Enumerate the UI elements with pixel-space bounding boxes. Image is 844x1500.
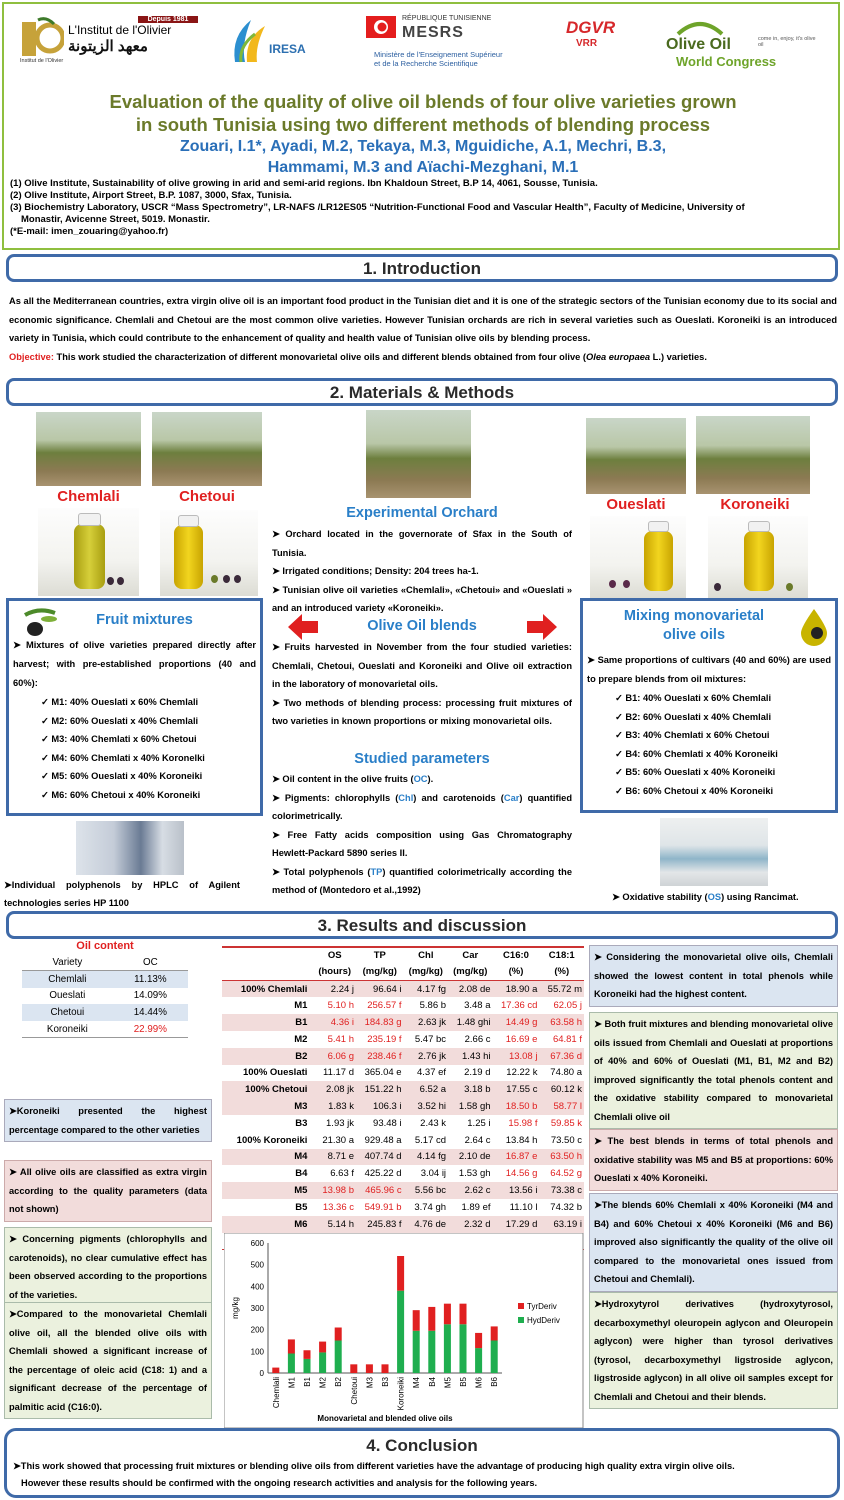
bar-tyrderiv-b6 [491, 1326, 498, 1340]
conclusion-heading: 4. Conclusion [366, 1436, 478, 1455]
hplc-photo [76, 821, 184, 875]
y-tick-label: 400 [250, 1282, 264, 1292]
note-best-blends: ➤ The best blends in terms of total phenols and oxidative stability was M5 and B5 at proportions: 60% Oueslati x 40% Koroneiki. [589, 1129, 838, 1191]
variety-label-oueslati: Oueslati [606, 496, 666, 513]
right-arrow-icon [527, 614, 557, 640]
bar-hydderiv-m6 [475, 1348, 482, 1373]
results-table [222, 946, 584, 1250]
oueslati-tree-photo [586, 418, 686, 494]
bar-tyrderiv-chemlali [272, 1368, 279, 1373]
koroneiki-tree-photo [696, 416, 810, 494]
x-tick-label: B6 [490, 1377, 500, 1387]
table-row: 100% Koroneiki 21.30 a 929.48 a 5.17 cd 2.64 c 13.84 h 73.50 c [236, 1134, 582, 1146]
bar-tyrderiv-b2 [335, 1328, 342, 1341]
note-extra-virgin: ➤ All olive oils are classified as extra virgin according to the quality parameters (data not shown) [4, 1160, 212, 1222]
orchard-title: Experimental Orchard [346, 505, 498, 521]
x-tick-label: M5 [443, 1377, 453, 1389]
oil-content-table [22, 954, 188, 1038]
table-row: Variety OC [22, 954, 188, 971]
affiliations: (1) Olive Institute, Sustainability of olive growing in arid and semi-arid regions. Ibn Khaldoun Street, B.P 14, 4061, Sousse, Tunisia. (2) Olive Institute, Airport Street, B.P. 1087, 3000, Sfax, Tunisia. (3) Biochemistry Laboratory, USCR “Mass Spectrometry”, LR-NAFS /LR12ES05 “Nutrition-Functional Food and Vascular Health”, Faculty of Medicine, University of Monastir, Avicenne Street, 5019. Monastir. (*E-mail: imen_zouaring@yahoo.fr) [10, 178, 745, 237]
chetoui-oil-bottle-photo [160, 510, 258, 596]
table-row: 100% Chemlali 2.24 j 96.64 i 4.17 fg 2.08 de 18.90 a 55.72 m [222, 981, 584, 998]
left-arrow-icon [288, 614, 318, 640]
table-row: Chemlali 11.13% [22, 971, 188, 988]
poster-header [2, 2, 840, 250]
oil-content-title: Oil content [76, 940, 134, 952]
bar-hydderiv-b4 [428, 1331, 435, 1373]
y-tick-label: 100 [250, 1347, 264, 1357]
bar-hydderiv-m2 [319, 1352, 326, 1373]
table-row: B5 13.36 c 549.91 b 3.74 gh 1.89 ef 11.10 l 74.32 b [295, 1201, 582, 1213]
iresa-logo: IRESA [229, 16, 319, 68]
methods-heading: 2. Materials & Methods [6, 378, 838, 406]
introduction-text: As all the Mediterranean countries, extra virgin olive oil is an important food product in the Tunisian diet and it is one of the strategic sectors of the Tunisian economy due to its social and economic significance. Chemlali and Chetoui are the most common olive varieties. However Tunisian orchards are rich in several varieties such as Oueslati. Koroneiki is an introduced variety in Tunisia, which could contribute to the enhancement of quality and health value of Tunisian olive oils by blending process. Objective: This work studied the characterization of different monovarietal olive oils and different blends obtained from four olive (Olea europaea L.) varieties. [9, 296, 837, 362]
y-tick-label: 300 [250, 1304, 264, 1313]
bar-tyrderiv-m3 [366, 1364, 373, 1373]
introduction-heading: 1. Introduction [6, 254, 838, 282]
chetoui-tree-photo [152, 412, 262, 486]
rancimat-caption: ➤ Oxidative stability (OS) using Rancimat. [612, 892, 799, 902]
x-tick-label: B2 [334, 1377, 344, 1387]
oil-drop-icon [797, 607, 831, 647]
x-tick-label: B5 [459, 1377, 468, 1387]
table-row: 100% Chetoui 2.08 jk 151.22 h 6.52 a 3.18 b 17.55 c 60.12 k [222, 1081, 584, 1098]
y-tick-label: 500 [250, 1260, 264, 1270]
mixing-oils-box: Mixing monovarietal olive oils ➤ Same proportions of cultivars (40 and 60%) are used to prepare blends from oil mixtures: ✓ B1: 40% Oueslati x 60% Chemlali ✓ B2: 60% Oueslati x 40% Chemlali ✓ B3: 40% Chemlati x 60% Chetoui ✓ B4: 60% Chemlati x 40% Koroneiki ✓ B5: 60% Oueslati x 40% Koroneiki ✓ B6: 60% Chetoui x 40% Koroneiki [580, 598, 838, 813]
institut-olivier-logo: Depuis 1981 L'Institut de l'Olivier معهد الزيتونة Institut de l'Olivier [18, 16, 208, 64]
x-tick-label: M1 [287, 1377, 297, 1389]
dgvr-logo: DGVR VRR [566, 18, 616, 49]
y-tick-label: 600 [250, 1239, 264, 1248]
x-tick-label: M2 [318, 1377, 328, 1389]
table-row: M5 13.98 b 465.96 c 5.56 bc 2.62 c 13.56 i 73.38 c [222, 1182, 584, 1199]
bar-tyrderiv-m6 [475, 1333, 482, 1348]
chemlali-oil-bottle-photo [38, 508, 139, 596]
variety-label-koroneiki: Koroneiki [720, 496, 790, 513]
table-row: M3 1.83 k 106.3 i 3.52 hi 1.58 gh 18.50 b 58.77 l [222, 1098, 584, 1115]
blends-title: Olive Oil blends [367, 618, 477, 634]
bar-hydderiv-b6 [491, 1341, 498, 1374]
note-koroneiki: ➤Koroneiki presented the highest percentage compared to the other varieties [4, 1099, 212, 1142]
bar-tyrderiv-m4 [413, 1310, 420, 1331]
bar-tyrderiv-b5 [459, 1304, 466, 1325]
bar-tyrderiv-m1 [288, 1339, 295, 1353]
bar-hydderiv-b5 [459, 1324, 466, 1373]
x-tick-label: B3 [381, 1377, 390, 1387]
legend-swatch [518, 1317, 524, 1323]
variety-label-chetoui: Chetoui [179, 488, 235, 505]
orchard-photo [366, 410, 471, 498]
x-tick-label: Chemlali [271, 1377, 281, 1409]
polyphenol-bar-chart [224, 1233, 584, 1429]
table-row: M1 5.10 h 256.57 f 5.86 b 3.48 a 17.36 cd 62.05 j [294, 1000, 582, 1012]
x-tick-label: B4 [427, 1377, 437, 1387]
bar-hydderiv-b2 [335, 1341, 342, 1374]
table-row: B2 6.06 g 238.46 f 2.76 jk 1.43 hi 13.08 j 67.36 d [222, 1048, 584, 1065]
table-row: M2 5.41 h 235.19 f 5.47 bc 2.66 c 16.69 e 64.81 f [294, 1033, 582, 1045]
params-text: ➤ Oil content in the olive fruits (OC). ➤ Pigments: chlorophylls (Chl) and carotenoids (Car) quantified colorimetrically. ➤ Free Fatty acids composition using Gas Chromatography Hewlett-Packard 5890 series II. ➤ Total polyphenols (TP) quantified colorimetrically according the method of (Montedoro et al.,1992) [272, 774, 572, 895]
bar-tyrderiv-b1 [303, 1350, 310, 1359]
x-tick-label: M4 [412, 1377, 422, 1389]
bar-hydderiv-koroneiki [397, 1291, 404, 1373]
mesrs-logo: RÉPUBLIQUE TUNISIENNE MESRS Ministère de l'Enseignement Supérieur et de la Recherche Scientifique [366, 12, 536, 74]
x-tick-label: Koroneiki [396, 1377, 406, 1411]
table-row: B3 1.93 jk 93.48 i 2.43 k 1.25 i 15.98 f 59.85 k [295, 1117, 582, 1129]
y-axis-label: mg/kg [231, 1297, 240, 1319]
x-tick-label: B1 [303, 1377, 312, 1387]
fruit-mix-item: ✓ M1: 40% Oueslati x 60% Chemlali [41, 697, 199, 707]
x-tick-label: Chetoui [349, 1377, 359, 1405]
table-row: Koroneiki 22.99% [22, 1021, 188, 1038]
params-title: Studied parameters [354, 751, 490, 767]
results-heading: 3. Results and discussion [6, 911, 838, 939]
orchard-text: ➤ Orchard located in the governorate of Sfax in the South of Tunisia. ➤ Irrigated conditions; Density: 204 trees ha-1. ➤ Tunisian olive oil varieties «Chemlali», «Chetoui» and «Oueslati » and an introduced variety «Koroneiki». [272, 529, 573, 613]
oil-blend-item: ✓ B3: 40% Chemlati x 60% Chetoui [615, 730, 770, 740]
bar-tyrderiv-m5 [444, 1304, 451, 1325]
table-row: Oueslati 14.09% [49, 990, 167, 1002]
bar-tyrderiv-chetoui [350, 1364, 357, 1373]
x-axis-label: Monovarietal and blended olive oils [317, 1414, 453, 1423]
table-header-row: OS TP Chl Car C16:0 C18:1 [222, 947, 584, 964]
fruit-mix-item: ✓ M3: 40% Chemlati x 60% Chetoui [41, 734, 197, 744]
note-phenols: ➤ Considering the monovarietal olive oils, Chemlali showed the lowest content in total phenols while Koroneiki had the highest content. [589, 945, 838, 1007]
legend-label: HydDeriv [527, 1316, 560, 1325]
table-row: M4 8.71 e 407.74 d 4.14 fg 2.10 de 16.87 e 63.50 h [222, 1149, 584, 1166]
authors: Zouari, I.1*, Ayadi, M.2, Tekaya, M.3, Mguidiche, A.1, Mechri, B.3, Hammami, M.3 and Aïachi-Mezghani, M.1 [179, 138, 667, 176]
oil-blend-item: ✓ B4: 60% Chemlati x 40% Koroneiki [615, 748, 778, 759]
x-tick-label: M3 [365, 1377, 375, 1389]
bar-tyrderiv-b4 [428, 1307, 435, 1331]
table-header-row: (hours) (mg/kg) (mg/kg) (mg/kg) (%) (%) [222, 964, 584, 981]
koroneiki-oil-bottle-photo [708, 516, 808, 598]
blends-text: ➤ Fruits harvested in November from the four studied varieties: Chemlali, Chetoui, Oueslati and Koroneiki and Olive oil extraction in the laboratory of monovarietal oils. ➤ Two methods of blending process: processing fruit mixtures of two varieties in known proportions or mixing monovarietal oils. [272, 642, 573, 726]
bar-tyrderiv-b3 [381, 1364, 388, 1373]
variety-label-chemlali: Chemlali [57, 488, 120, 505]
conclusion-box [4, 1428, 840, 1498]
bar-tyrderiv-koroneiki [397, 1256, 404, 1291]
fruit-mix-item: ✓ M6: 60% Chetoui x 40% Koroneiki [41, 789, 201, 800]
chemlali-tree-photo [36, 412, 141, 486]
fruit-mix-item: ✓ M4: 60% Chemlati x 40% Koronelki [41, 752, 205, 763]
x-tick-label: M6 [474, 1377, 484, 1389]
fruit-mix-item: ✓ M2: 60% Oueslati x 40% Chemlali [41, 715, 199, 726]
conclusion-text: ➤This work showed that processing fruit mixtures or blending olive oils from different varieties have the advantage of producing high quality extra virgin olive oils. However these results should be confirmed with the ongoing research activities and analysis for the following years. [13, 1461, 735, 1488]
rancimat-photo [660, 818, 768, 886]
legend-swatch [518, 1303, 524, 1309]
table-row: B4 6.63 f 425.22 d 3.04 ij 1.53 gh 14.56 g 64.52 g [295, 1168, 582, 1180]
bar-hydderiv-m4 [413, 1331, 420, 1373]
olive-branch-icon [19, 605, 59, 641]
bar-hydderiv-m1 [288, 1354, 295, 1374]
oueslati-oil-bottle-photo [590, 516, 686, 598]
table-row: B1 4.36 i 184.83 g 2.63 jk 1.48 ghi 14.49 g 63.58 h [222, 1014, 584, 1031]
fruit-mixtures-box: Fruit mixtures ➤ Mixtures of olive varieties prepared directly after harvest; with pre-established proportions (40 and 60%): ✓ M1: 40% Oueslati x 60% Chemlali ✓ M2: 60% Oueslati x 40% Chemlali ✓ M3: 40% Chemlati x 60% Chetoui ✓ M4: 60% Chemlati x 40% Koronelki ✓ M5: 60% Oueslati x 40% Koroneiki ✓ M6: 60% Chetoui x 40% Koroneiki [6, 598, 263, 816]
olive-oil-world-congress-logo: Olive Oil come in, enjoy, it's olive oil World Congress [666, 18, 836, 70]
poster-title: Evaluation of the quality of olive oil blends of four olive varieties grown in south Tunisia using two different methods of blending process [109, 91, 737, 135]
fruit-mix-item: ✓ M5: 60% Oueslati x 40% Koroneiki [41, 771, 203, 781]
y-tick-label: 0 [259, 1369, 264, 1378]
y-tick-label: 200 [250, 1325, 264, 1335]
oil-blend-item: ✓ B6: 60% Chetoui x 40% Koroneiki [615, 785, 774, 796]
hplc-caption: ➤Individual polyphenols by HPLC of Agilent technologies series HP 1100 [4, 880, 240, 908]
olive-institute-emblem-icon [18, 16, 64, 62]
note-chemlali-oueslati: ➤ Both fruit mixtures and blending monovarietal olive oils issued from Chemlali and Oueslati at proportions of 40% and 60% of Oueslati (M1, B1, M2 and B2) improved significantly the total phenols content and the oxidative stability compared to monovarietal Chemlali olive oil [589, 1012, 838, 1129]
note-pigments: ➤ Concerning pigments (chlorophylls and carotenoids), no clear cumulative effect has been observed according to the proportions of the varieties. [4, 1227, 212, 1307]
table-row: M6 5.14 h 245.83 f 4.76 de 2.32 d 17.29 d 63.19 i [222, 1216, 584, 1233]
bar-tyrderiv-m2 [319, 1342, 326, 1353]
bar-hydderiv-b1 [303, 1359, 310, 1373]
note-koroneiki-blends: ➤The blends 60% Chemlali x 40% Koroneiki (M4 and B4) and 60% Chetoui x 40% Koroneiki (M6 and B6) improved also significantly the quality of the olive oil compared to the monovarietal ones issued from Chetoui and Chemlali). [589, 1193, 838, 1292]
oil-blend-item: ✓ B1: 40% Oueslati x 60% Chemlali [615, 693, 772, 703]
oil-blend-item: ✓ B2: 60% Oueslati x 40% Chemlali [615, 711, 772, 722]
note-hydroxytyrol: ➤Hydroxytyrol derivatives (hydroxytyrosol, decarboxymethyl oleuropein aglycon and Oleuropein aglycon) were higher than tyrosol derivatives (tyrosol, decarboxymethyl ligstroside aglycon, ligstroside aglycon) in all olive oil samples except for Chemlali and Chetoui and their blends. [589, 1292, 838, 1409]
oil-blend-item: ✓ B5: 60% Oueslati x 40% Koroneiki [615, 767, 776, 777]
note-oleic: ➤Compared to the monovarietal Chemlali olive oil, all the blended olive oils with Chemlali showed a significant increase of the percentage of oleic acid (C18: 1) and a significant decrease of the percentage of palmitic acid (C16:0). [4, 1302, 212, 1419]
bar-hydderiv-m5 [444, 1324, 451, 1373]
table-row: 100% Oueslati 11.17 d 365.04 e 4.37 ef 2.19 d 12.22 k 74.80 a [242, 1067, 582, 1079]
legend-label: TyrDeriv [527, 1302, 557, 1311]
table-row: Chetoui 14.44% [22, 1004, 188, 1021]
